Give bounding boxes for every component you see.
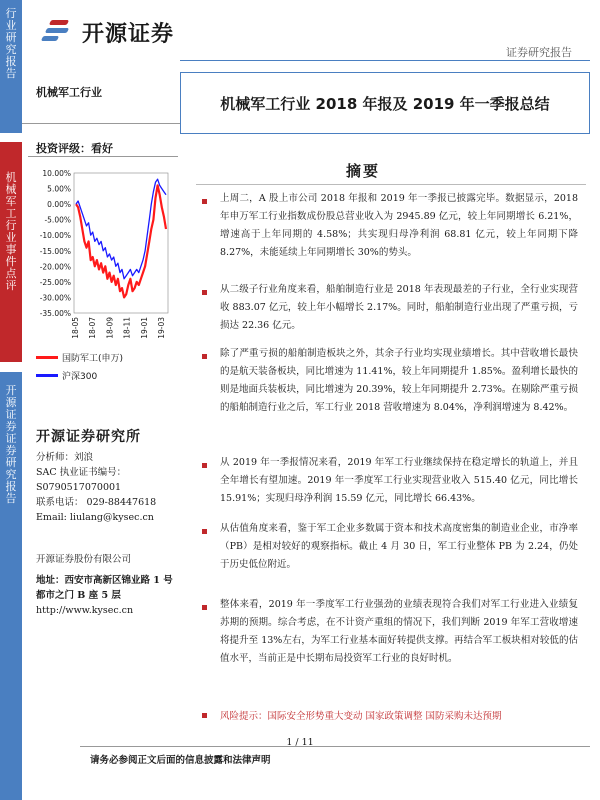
y-tick-label: -15.00% <box>39 246 71 256</box>
company-website[interactable]: http://www.kysec.cn <box>36 605 134 616</box>
legend-label-csi300: 沪深300 <box>62 372 98 382</box>
industry-label: 机械军工行业 <box>36 86 102 99</box>
y-tick-label: -25.00% <box>39 277 71 287</box>
bullet-icon <box>202 290 207 295</box>
company-address-line-2: 都市之门 B 座 5 层 <box>36 590 121 601</box>
logo-text: 开源证券 <box>82 21 175 47</box>
page-number: 1 / 11 <box>286 737 314 748</box>
bullet-icon <box>202 354 207 359</box>
bullet-icon <box>202 463 207 468</box>
abstract-heading: 摘要 <box>346 162 381 180</box>
side-strip <box>0 0 22 800</box>
legend-swatch-csi300 <box>36 374 58 377</box>
x-tick-label: 19-01 <box>139 317 149 339</box>
summary-paragraph: 从二级子行业角度来看，船舶制造行业是 2018 年表现最差的子行业，全行业实现营收 883.07 亿元，较上年小幅增长 2.17%。同时，船舶制造行业出现了严重亏损，亏损达 22.36 亿元。 <box>220 284 578 331</box>
y-tick-label: -30.00% <box>39 293 71 303</box>
legend-item-csi300 <box>36 369 97 382</box>
x-tick-label: 18-11 <box>122 317 132 339</box>
report-title: 机械军工行业 2018 年报及 2019 年一季报总结 <box>220 95 550 113</box>
abstract-divider <box>196 184 586 185</box>
y-tick-label: -5.00% <box>44 215 71 225</box>
y-tick-label: 5.00% <box>47 184 71 194</box>
top-divider <box>180 60 590 61</box>
analyst-email: Email: liulang@kysec.cn <box>36 512 154 523</box>
side-label-publisher: 开源证券证券研究报告 <box>5 384 17 505</box>
summary-paragraph: 除了严重亏损的船舶制造板块之外，其余子行业均实现业绩增长。其中营收增长最快的是航天装备板块，同比增速为 11.41%，较上年同期提升 1.85%。盈利增长最快的则是地面兵装板块，同比增速为 20.39%，较上年同期提升 2.73%。在剔除严重亏损的船舶制造行业之后，军工行业 2018 营收增速为 8.04%，净利润增速为 8.42%。 <box>220 348 578 413</box>
company-address: 地址：西安市高新区锦业路 1 号 <box>36 575 173 586</box>
x-tick-label: 19-03 <box>157 317 166 339</box>
y-tick-label: -20.00% <box>39 262 71 272</box>
company-logo <box>40 12 174 52</box>
investment-rating: 投资评级：看好 <box>36 142 113 155</box>
industry-tag <box>22 72 180 124</box>
y-tick-label: -10.00% <box>39 231 71 241</box>
analyst-name: 分析师：刘浪 <box>36 452 94 463</box>
x-tick-label: 18-09 <box>105 317 115 339</box>
sac-number: S0790517070001 <box>36 482 122 493</box>
bullet-icon <box>202 605 207 610</box>
company-name: 开源证券股份有限公司 <box>36 554 132 565</box>
summary-paragraph: 从 2019 年一季报情况来看，2019 年军工行业继续保持在稳定增长的轨道上，并且全年增长有望加速。2019 年一季度军工行业实现营业收入 515.40 亿元，同比增长 15.91%；实现归母净利润 15.59 亿元，同比增长 66.43%。 <box>220 457 578 504</box>
summary-paragraph: 上周二，A 股上市公司 2018 年报和 2019 年一季报已披露完毕。数据显示，2018 年申万军工行业指数成份股总营业收入为 2945.89 亿元，较上年同期增长 6.21%，增速高于上年同期的 4.58%；共实现归母净利润 68.81 亿元，较上年同期下降 8.27%，未能延续上年同期增长 30%的势头。 <box>220 193 578 258</box>
x-tick-label: 18-07 <box>88 317 98 339</box>
series-line-defense <box>76 185 166 297</box>
bullet-icon <box>202 199 207 204</box>
legend-item-defense <box>36 351 123 364</box>
chart-canvas <box>28 165 178 340</box>
bullet-icon <box>202 713 207 718</box>
rating-divider <box>28 156 178 157</box>
title-band <box>180 72 590 134</box>
y-tick-label: 10.00% <box>42 169 71 178</box>
risk-warning: 风险提示：国际安全形势重大变动 国家政策调整 国防采购未达预期 <box>220 711 502 722</box>
series-line-csi300 <box>76 179 166 279</box>
summary-paragraph: 从估值角度来看，鉴于军工企业多数属于资本和技术高度密集的制造业企业，市净率（PB）是相对较好的观察指标。截止 4 月 30 日，军工行业整体 PB 为 2.24，仍处于历史低位附近。 <box>220 523 578 570</box>
bullet-icon <box>202 529 207 534</box>
side-label-report-kind: 行业研究报告 <box>5 7 17 80</box>
y-tick-label: -35.00% <box>39 309 71 318</box>
research-institute-name: 开源证券研究所 <box>36 429 141 445</box>
report-type: 证券研究报告 <box>506 46 572 59</box>
logo-mark-icon <box>40 17 74 47</box>
summary-paragraph: 整体来看，2019 年一季度军工行业强劲的业绩表现符合我们对军工行业进入业绩复苏期的预期。综合考虑，在不计资产重组的情况下，我们判断 2019 年军工营收增速将提升至 13%左右，为军工行业基本面好转提供支撑。再结合军工板块相对较低的估值水平，当前正是中长期布局投资军工行业的良好时机。 <box>220 599 578 664</box>
x-tick-label: 18-05 <box>71 317 80 339</box>
side-label-report-category: 机械军工行业事件点评 <box>5 171 17 292</box>
analyst-phone: 联系电话： 029-88447618 <box>36 497 157 508</box>
footer-divider <box>80 746 590 747</box>
legal-disclaimer: 请务必参阅正文后面的信息披露和法律声明 <box>90 755 271 766</box>
company-info <box>36 552 173 618</box>
y-tick-label: 0.00% <box>47 200 71 210</box>
legend-label-defense: 国防军工(申万) <box>62 354 124 364</box>
legend-swatch-defense <box>36 356 58 359</box>
sac-label: SAC 执业证书编号： <box>36 467 127 478</box>
